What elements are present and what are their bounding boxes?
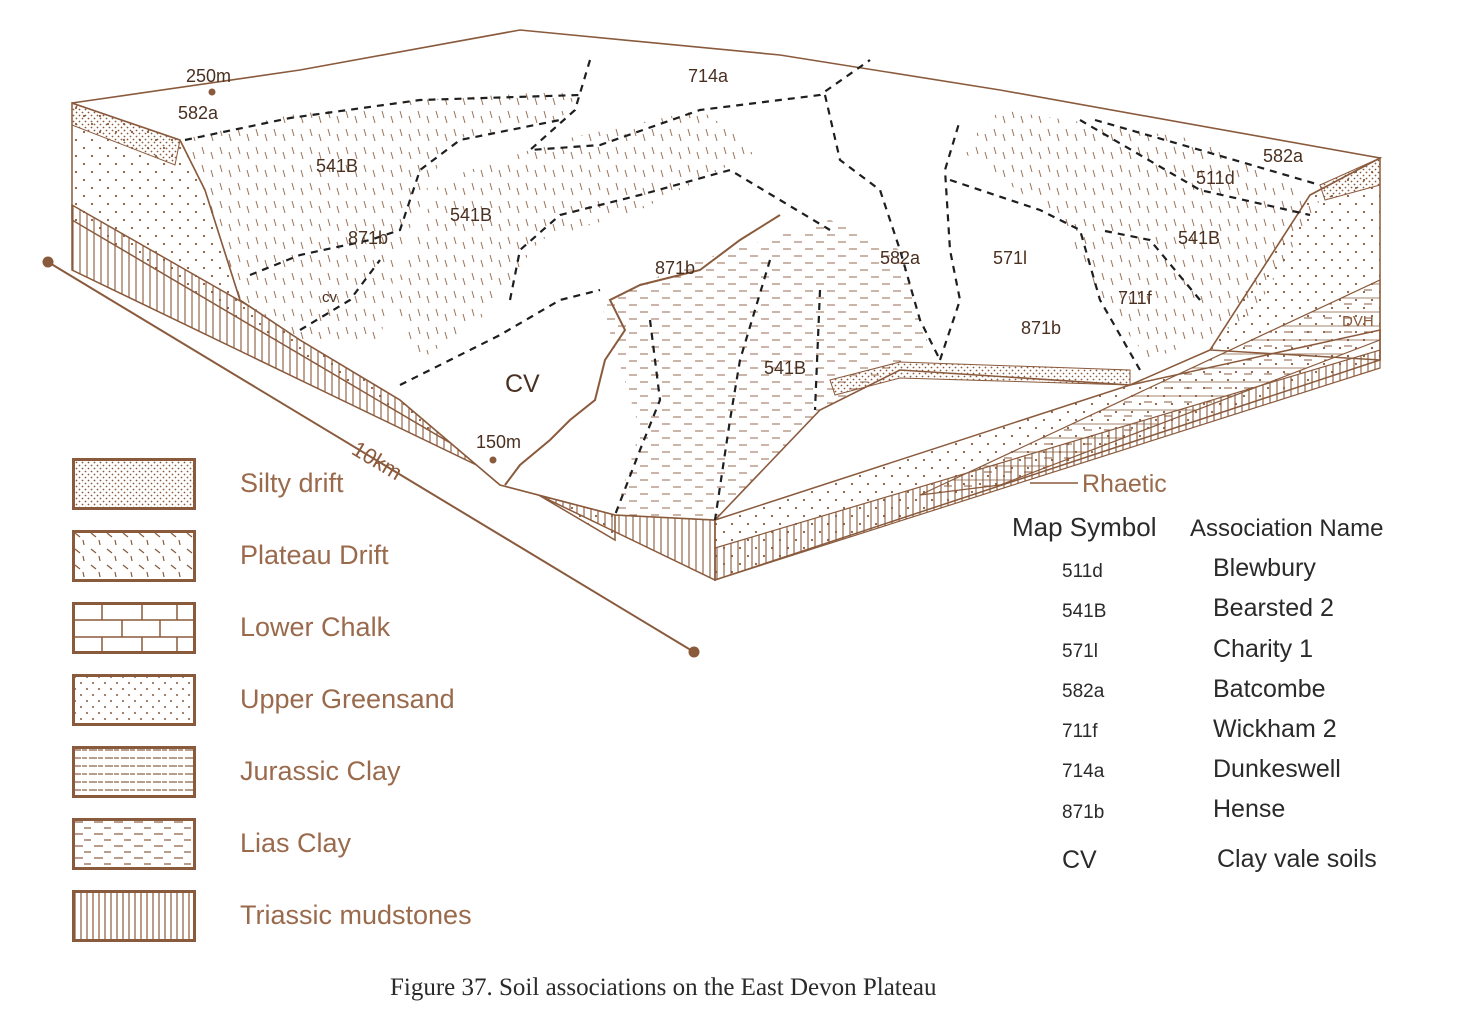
legend-label-silty-drift: Silty drift [240, 468, 344, 498]
lias-clay-swatch [72, 818, 196, 870]
elev-marker-250 [209, 89, 216, 96]
table-name: Batcombe [1213, 675, 1326, 703]
legend-label-jurassic-clay: Jurassic Clay [240, 756, 401, 786]
map-label-541B-b: 541B [450, 205, 493, 225]
table-name: Charity 1 [1213, 635, 1314, 663]
elevation-label-250m: 250m [186, 66, 232, 86]
table-name: Bearsted 2 [1213, 594, 1334, 622]
legend-label-lias-clay: Lias Clay [240, 828, 352, 858]
legend-label-triassic-mudstones: Triassic mudstones [240, 900, 472, 930]
map-label-582a-mid: 582a [880, 248, 921, 268]
table-symbol: 871b [1062, 802, 1105, 823]
legend-label-lower-chalk: Lower Chalk [240, 612, 391, 642]
table-name: Clay vale soils [1217, 845, 1377, 873]
map-label-582a-left: 582a [178, 103, 219, 123]
table-symbol: 582a [1062, 681, 1105, 702]
table-name: Dunkeswell [1213, 755, 1341, 783]
table-name: Hense [1213, 795, 1286, 823]
scale-dot-end [689, 647, 700, 658]
map-label-871b-b: 871b [655, 258, 696, 278]
dvh-label: DVH [1342, 313, 1374, 330]
scale-label: 10km [347, 436, 407, 486]
map-label-582a-right: 582a [1263, 146, 1304, 166]
triassic-mudstones-swatch [72, 890, 196, 942]
table-symbol: 711f [1062, 721, 1098, 742]
upper-greensand-swatch [72, 674, 196, 726]
silty-drift-swatch [72, 458, 196, 510]
map-label-871b-c: 871b [1021, 318, 1062, 338]
table-header-association-name: Association Name [1190, 515, 1384, 542]
map-label-541B-c: 541B [1178, 228, 1221, 248]
table-symbol: 511d [1062, 561, 1103, 582]
map-label-cv-small: cv [322, 289, 337, 306]
lower-chalk-swatch [72, 602, 196, 654]
figure-caption: Figure 37. Soil associations on the East Devon Plateau [390, 974, 937, 1001]
map-label-871b-a: 871b [348, 228, 389, 248]
jurassic-clay-swatch [72, 746, 196, 798]
legend-label-upper-greensand: Upper Greensand [240, 684, 455, 714]
table-symbol: CV [1062, 846, 1097, 874]
elev-marker-150 [490, 457, 497, 464]
table-symbol: 714a [1062, 761, 1105, 782]
legend-label-plateau-drift: Plateau Drift [240, 540, 389, 570]
scale-dot-start [43, 257, 54, 268]
table-name: Blewbury [1213, 554, 1316, 582]
map-label-541B-d: 541B [764, 358, 807, 378]
map-label-711f: 711f [1118, 288, 1152, 308]
plateau-drift-swatch [72, 530, 196, 582]
map-label-541B-a: 541B [316, 156, 359, 176]
table-header-map-symbol: Map Symbol [1012, 512, 1157, 542]
map-label-511d: 511d [1196, 168, 1235, 188]
table-symbol: 541B [1062, 601, 1107, 622]
table-symbol: 571l [1062, 641, 1098, 662]
map-label-cv: CV [505, 370, 540, 398]
table-name: Wickham 2 [1213, 715, 1337, 743]
map-label-714a: 714a [688, 66, 729, 86]
map-label-571l: 571l [993, 248, 1028, 268]
elevation-label-150m: 150m [476, 432, 522, 452]
rhaetic-label: Rhaetic [1082, 470, 1167, 498]
